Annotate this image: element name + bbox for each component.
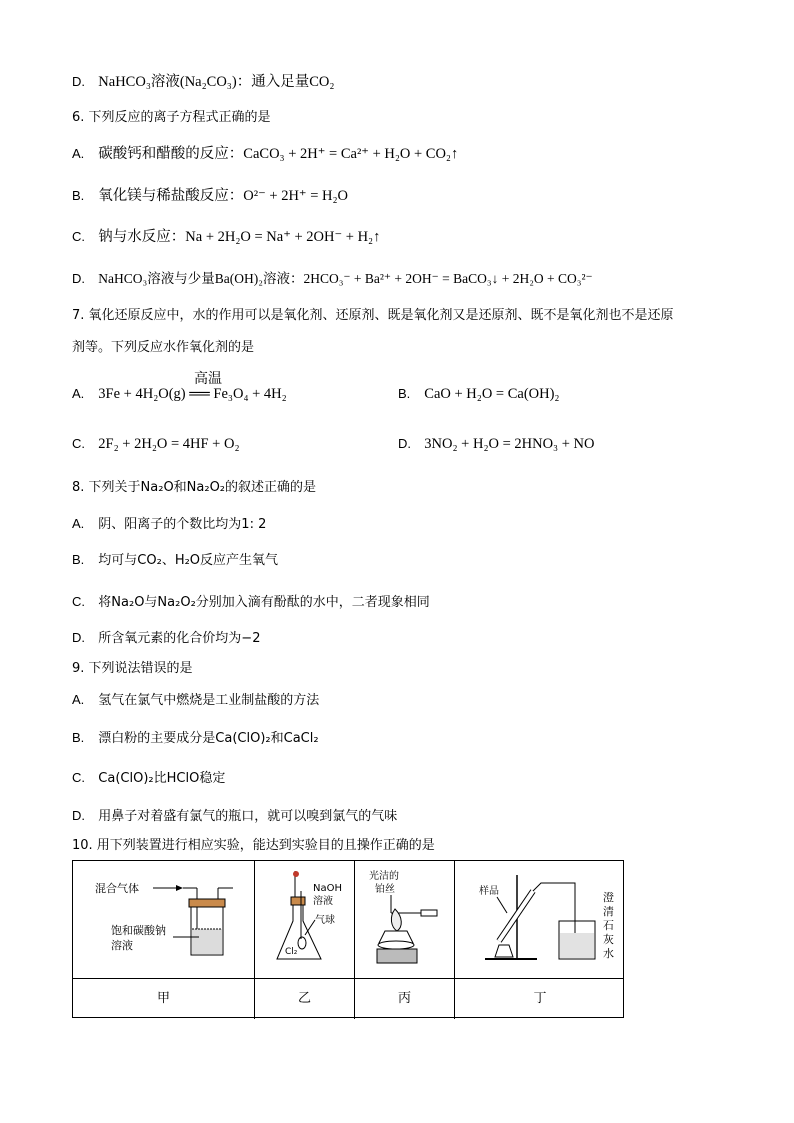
- q6-stem: 6. 下列反应的离子方程式正确的是: [72, 110, 271, 125]
- q7-option-c: [72, 434, 240, 454]
- q8-option-d: [72, 628, 260, 649]
- option-text: Ca(ClO)₂比HClO稳定: [98, 771, 226, 786]
- option-text: 2F₂ + 2H₂O = 4HF + O₂: [98, 436, 240, 452]
- option-label: B.: [72, 730, 85, 745]
- option-label: C.: [72, 770, 85, 785]
- option-label: D.: [72, 74, 85, 89]
- q7-option-d: [398, 434, 595, 454]
- flame-test-diagram: [355, 861, 454, 978]
- q8-option-a: [72, 514, 266, 535]
- q7-stem-line2: 剂等。下列反应水作氧化剂的是: [72, 340, 255, 355]
- q6-option-d: [72, 269, 593, 289]
- option-label: B.: [72, 188, 85, 203]
- option-text: 均可与CO₂、H₂O反应产生氧气: [98, 553, 279, 568]
- option-text: 所含氧元素的化合价均为−2: [98, 631, 261, 646]
- q7-option-a: [72, 384, 287, 404]
- q8-stem: 8. 下列关于Na₂O和Na₂O₂的叙述正确的是: [72, 480, 317, 495]
- balloon-label: 气球: [315, 915, 335, 926]
- option-label: D.: [72, 630, 85, 645]
- q8-option-b: [72, 550, 278, 571]
- q9-option-d: [72, 806, 397, 827]
- option-label: C.: [72, 229, 85, 244]
- option-label: D.: [398, 436, 411, 451]
- option-label: C.: [72, 436, 85, 451]
- option-text: 钠与水反应：Na + 2H₂O = Na⁺ + 2OH⁻ + H₂↑: [98, 229, 381, 245]
- option-label: B.: [72, 552, 85, 567]
- gas-washing-bottle-diagram: [73, 861, 254, 978]
- option-text: 3NO₂ + H₂O = 2HNO₃ + NO: [424, 436, 595, 452]
- option-label: D.: [72, 271, 85, 286]
- option-label: A.: [72, 386, 85, 401]
- heating-test-tube-diagram: [455, 861, 624, 978]
- caption-jia: 甲: [73, 979, 255, 1019]
- q6-option-c: [72, 227, 380, 247]
- option-label: B.: [398, 386, 411, 401]
- option-text: 氧化镁与稀盐酸反应：O²⁻ + 2H⁺ = H₂O: [98, 188, 348, 204]
- wire-label-line1: 光洁的: [369, 871, 399, 882]
- option-text: 3Fe + 4H₂O(g) ══ Fe₃O₄ + 4H₂: [98, 386, 287, 402]
- option-text: 阴、阳离子的个数比均为1: 2: [98, 517, 267, 532]
- naoh-solution-label: 溶液: [313, 896, 333, 907]
- wire-label-line2: 铂丝: [375, 884, 395, 895]
- lime-water-label: 澄清石灰水: [603, 891, 614, 960]
- apparatus-jia: [73, 861, 255, 978]
- apparatus-ding: [455, 861, 625, 978]
- caption-ding: 丁: [533, 991, 547, 1006]
- option-label: A.: [72, 516, 85, 531]
- option-text: NaHCO₃溶液与少量Ba(OH)₂溶液：2HCO₃⁻ + Ba²⁺ + 2OH⁻ = BaCO₃↓ + 2H₂O + CO₃²⁻: [98, 271, 593, 286]
- mixed-gas-label: 混合气体: [95, 882, 139, 895]
- q8-option-c: [72, 592, 430, 613]
- option-text: 漂白粉的主要成分是Ca(ClO)₂和CaCl₂: [98, 731, 319, 746]
- apparatus-table: [72, 860, 624, 1018]
- q9-option-a: [72, 690, 319, 711]
- sample-label: 样品: [479, 886, 499, 897]
- apparatus-bing: [355, 861, 455, 978]
- caption-row: [73, 978, 623, 1019]
- flask-balloon-diagram: [255, 861, 354, 978]
- solution-label-line1: 饱和碳酸钠: [111, 924, 166, 937]
- caption-yi: 乙: [255, 979, 355, 1019]
- option-label: D.: [72, 808, 85, 823]
- q10-stem: 10. 用下列装置进行相应实验，能达到实验目的且操作正确的是: [72, 838, 435, 853]
- caption-bing: 丙: [355, 979, 455, 1019]
- solution-label-line2: 溶液: [111, 939, 133, 952]
- q9-stem: 9. 下列说法错误的是: [72, 661, 193, 676]
- q5-option-d: [72, 72, 334, 92]
- option-text: 用鼻子对着盛有氯气的瓶口，就可以嗅到氯气的气味: [98, 809, 398, 824]
- option-text: NaHCO₃溶液(Na₂CO₃)：通入足量CO₂: [98, 74, 335, 90]
- q7-stem-line1: 7. 氧化还原反应中，水的作用可以是氧化剂、还原剂、既是氧化剂又是还原剂、既不是氧化剂也不是还原: [72, 308, 674, 323]
- option-label: C.: [72, 594, 85, 609]
- q6-option-a: [72, 144, 458, 164]
- apparatus-yi: [255, 861, 355, 978]
- option-text: 氢气在氯气中燃烧是工业制盐酸的方法: [98, 693, 320, 708]
- q9-option-c: [72, 768, 225, 789]
- q9-option-b: [72, 728, 319, 749]
- naoh-label: NaOH: [313, 883, 342, 894]
- option-text: CaO + H₂O = Ca(OH)₂: [424, 386, 560, 402]
- option-label: A.: [72, 146, 85, 161]
- q6-option-b: [72, 186, 348, 206]
- q7-option-b: [398, 384, 560, 404]
- option-text: 将Na₂O与Na₂O₂分别加入滴有酚酞的水中，二者现象相同: [98, 595, 430, 610]
- option-label: A.: [72, 692, 85, 707]
- option-text: 碳酸钙和醋酸的反应：CaCO₃ + 2H⁺ = Ca²⁺ + H₂O + CO₂↑: [98, 146, 459, 162]
- chlorine-label: Cl₂: [285, 947, 298, 957]
- reaction-condition: 高温: [194, 371, 222, 387]
